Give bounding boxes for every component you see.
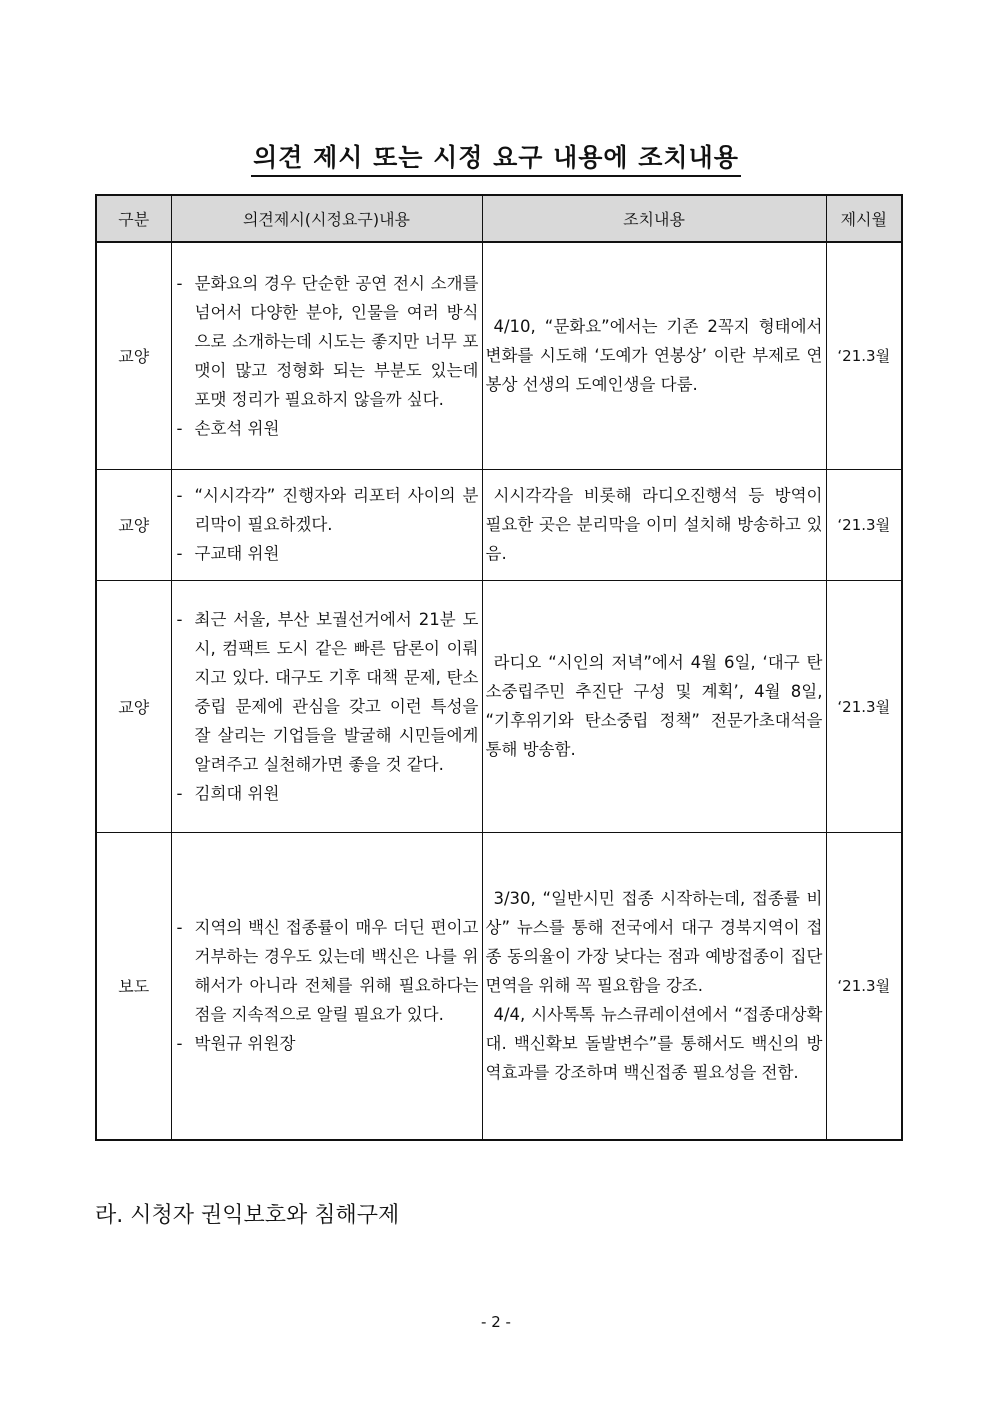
row-category: 교양 [96,469,171,580]
row-month: ‘21.3월 [826,580,902,832]
header-month: 제시월 [826,195,902,242]
row-opinion: - “시시각각” 진행자와 리포터 사이의 분리막이 필요하겠다. - 구교태 위원 [171,469,482,580]
opinion-text: 지역의 백신 접종률이 매우 더딘 편이고 거부하는 경우도 있는데 백신은 나를 위해서가 아니라 전체를 위해 필요하다는 점을 지속적으로 알릴 필요가 있다. [194,918,479,1025]
table-row [96,580,902,832]
opinion-text: “시시각각” 진행자와 리포터 사이의 분리막이 필요하겠다. [194,486,479,534]
row-action [482,832,826,1140]
action-text: 라디오 “시인의 저녁”에서 4월 6일, ‘대구 탄소중립주민 추진단 구성 및 계획’, 4월 8일, “기후위기와 탄소중립 정책” 전문가초대석을 통해 방송함. [485,653,823,759]
table-row [96,242,902,469]
action-text: 4/4, 시사톡톡 뉴스큐레이션에서 “접종대상확대. 백신확보 돌발변수”를 통해서도 백신의 방역효과를 강조하며 백신접종 필요성을 전함. [485,1005,823,1083]
header-opinion: 의견제시(시정요구)내용 [171,195,482,242]
row-opinion: - 문화요의 경우 단순한 공연 전시 소개를 넘어서 다양한 분야, 인물을 여러 방식으로 소개하는데 시도는 좋지만 너무 포맷이 많고 정형화 되는 부분도 있는데 포맷 정리가 필요하지 않을까 싶다. - 손호석 위원 [171,242,482,469]
row-opinion: - 지역의 백신 접종률이 매우 더딘 편이고 거부하는 경우도 있는데 백신은 나를 위해서가 아니라 전체를 위해 필요하다는 점을 지속적으로 알릴 필요가 있다. - 박원규 위원장 [171,832,482,1140]
row-category: 교양 [96,242,171,469]
opinion-member: 박원규 위원장 [194,1034,296,1054]
row-opinion: - 최근 서울, 부산 보궐선거에서 21분 도시, 컴팩트 도시 같은 빠른 담론이 이뤄지고 있다. 대구도 기후 대책 문제, 탄소중립 문제에 관심을 갖고 이런 특성을 잘 살리는 기업들을 발굴해 시민들에게 알려주고 실천해가면 좋을 것 같다. - 김희대 위원 [171,580,482,832]
opinion-member: 구교태 위원 [194,544,280,563]
row-category: 보도 [96,832,171,1140]
action-text: 4/10, “문화요”에서는 기존 2꼭지 형태에서 변화를 시도해 ‘도예가 연봉상’ 이란 부제로 연봉상 선생의 도예인생을 다룸. [485,317,823,395]
action-text: 3/30, “일반시민 접종 시작하는데, 접종률 비상” 뉴스를 통해 전국에서 대구 경북지역이 접종 동의율이 가장 낮다는 점과 예방접종이 집단 면역을 위해 꼭 필요함을 강조. [485,889,823,996]
opinion-member: 손호석 위원 [194,418,280,438]
row-action [482,242,826,469]
opinion-action-table [95,194,903,1141]
header-action: 조치내용 [482,195,826,242]
row-month: ‘21.3월 [826,242,902,469]
table-header-row [96,195,902,242]
table-row [96,832,902,1140]
opinion-text: 최근 서울, 부산 보궐선거에서 21분 도시, 컴팩트 도시 같은 빠른 담론이 이뤄지고 있다. 대구도 기후 대책 문제, 탄소중립 문제에 관심을 갖고 이런 특성을 잘 살리는 기업들을 발굴해 시민들에게 알려주고 실천해가면 좋을 것 같다. [194,609,479,774]
document-title [0,138,992,174]
row-action [482,469,826,580]
action-text: 시시각각을 비롯해 라디오진행석 등 방역이 필요한 곳은 분리막을 이미 설치해 방송하고 있음. [485,486,823,563]
row-month: ‘21.3월 [826,469,902,580]
header-category: 구분 [96,195,171,242]
opinion-text: 문화요의 경우 단순한 공연 전시 소개를 넘어서 다양한 분야, 인물을 여러 방식으로 소개하는데 시도는 좋지만 너무 포맷이 많고 정형화 되는 부분도 있는데 포맷 정리가 필요하지 않을까 싶다. [194,273,479,409]
row-category: 교양 [96,580,171,832]
opinion-member: 김희대 위원 [194,783,280,803]
page-number: - 2 - [481,1313,511,1331]
table-row [96,469,902,580]
row-month: ‘21.3월 [826,832,902,1140]
document-title-text: 의견 제시 또는 시정 요구 내용에 조치내용 [251,143,741,177]
row-action [482,580,826,832]
section-heading: 라. 시청자 권익보호와 침해구제 [95,1203,400,1228]
